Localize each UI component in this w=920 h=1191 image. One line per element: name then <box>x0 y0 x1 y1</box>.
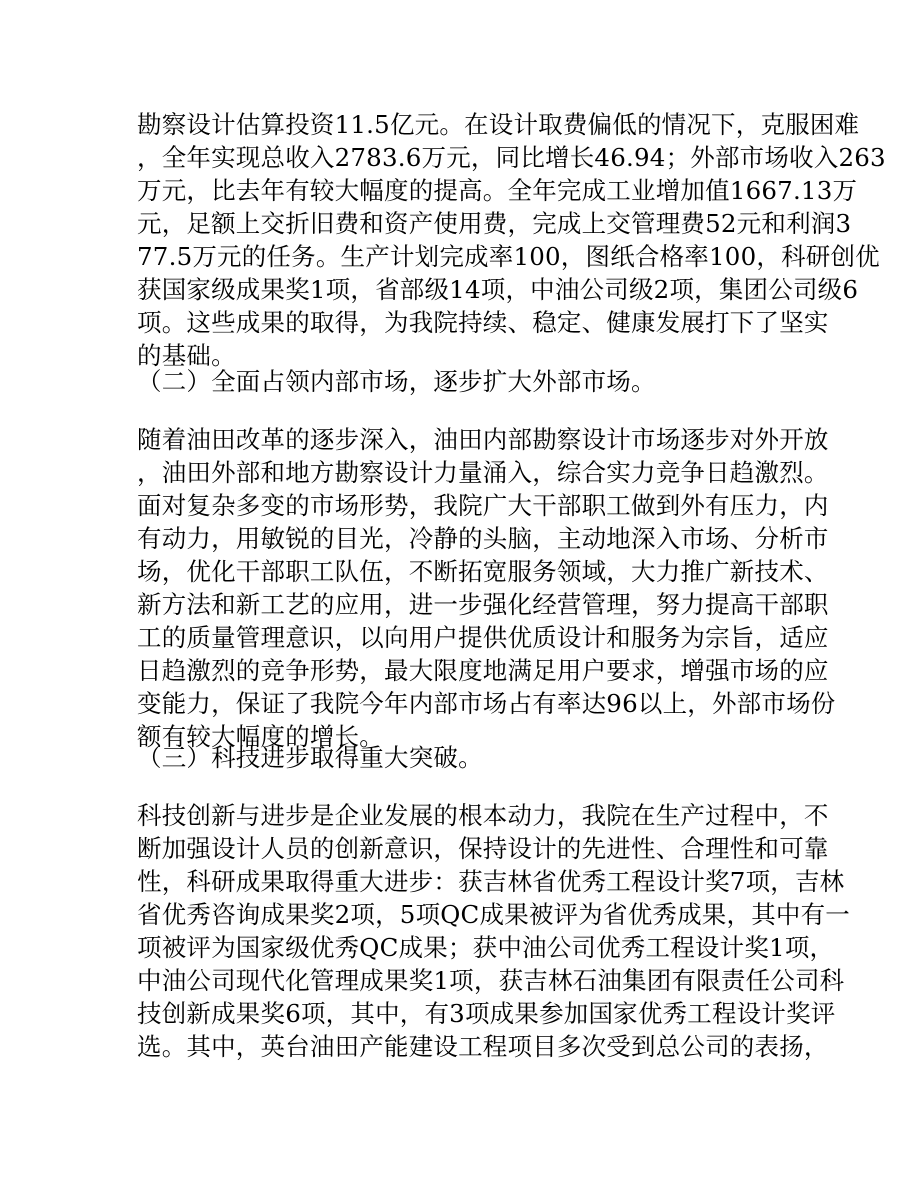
paragraph2-line: 随着油田改革的逐步深入，油田内部勘察设计市场逐步对外开放 <box>137 425 829 454</box>
section-heading-3: （三）科技进步取得重大突破。 <box>137 743 483 772</box>
paragraph2-line: ，油田外部和地方勘察设计力量涌入，综合实力竞争日趋激烈。 <box>137 458 829 487</box>
paragraph1-line: 项。这些成果的取得，为我院持续、稳定、健康发展打下了坚实 <box>137 308 829 337</box>
paragraph3-line: 断加强设计人员的创新意识，保持设计的先进性、合理性和可靠 <box>137 834 829 863</box>
paragraph2-line: 场，优化干部职工队伍，不断拓宽服务领域，大力推广新技术、 <box>137 557 829 586</box>
paragraph1-line: 勘察设计估算投资11.5亿元。在设计取费偏低的情况下，克服困难 <box>137 110 860 139</box>
paragraph3-line: 科技创新与进步是企业发展的根本动力，我院在生产过程中，不 <box>137 801 829 830</box>
paragraph1-line: 万元，比去年有较大幅度的提高。全年完成工业增加值1667.13万 <box>137 176 858 205</box>
paragraph3-line: 项被评为国家级优秀QC成果；获中油公司优秀工程设计奖1项， <box>137 933 835 962</box>
paragraph2-line: 日趋激烈的竞争形势，最大限度地满足用户要求，增强市场的应 <box>137 656 829 685</box>
paragraph1-line: 77.5万元的任务。生产计划完成率100，图纸合格率100，科研创优 <box>137 242 880 271</box>
paragraph3-line: 性，科研成果取得重大进步：获吉林省优秀工程设计奖7项，吉林 <box>137 867 845 896</box>
paragraph3-line: 省优秀咨询成果奖2项，5项QC成果被评为省优秀成果，其中有一 <box>137 900 851 929</box>
paragraph1-line: 获国家级成果奖1项，省部级14项，中油公司级2项，集团公司级6 <box>137 275 859 304</box>
paragraph1-line: ，全年实现总收入2783.6万元，同比增长46.94；外部市场收入263 <box>137 143 886 172</box>
paragraph3-line: 技创新成果奖6项，其中，有3项成果参加国家优秀工程设计奖评 <box>137 999 836 1028</box>
paragraph2-line: 工的质量管理意识，以向用户提供优质设计和服务为宗旨，适应 <box>137 623 829 652</box>
paragraph3-line: 中油公司现代化管理成果奖1项，获吉林石油集团有限责任公司科 <box>137 966 845 995</box>
paragraph3-line: 选。其中，英台油田产能建设工程项目多次受到总公司的表扬， <box>137 1032 829 1061</box>
section-heading-2: （二）全面占领内部市场，逐步扩大外部市场。 <box>137 367 656 396</box>
paragraph2-line: 面对复杂多变的市场形势，我院广大干部职工做到外有压力，内 <box>137 491 829 520</box>
paragraph2-line: 新方法和新工艺的应用，进一步强化经营管理，努力提高干部职 <box>137 590 829 619</box>
paragraph2-line: 变能力，保证了我院今年内部市场占有率达96以上，外部市场份 <box>137 689 836 718</box>
paragraph2-line: 有动力，用敏锐的目光，冷静的头脑，主动地深入市场、分析市 <box>137 524 829 553</box>
paragraph1-line: 的基础。 <box>137 341 236 370</box>
paragraph1-line: 元，足额上交折旧费和资产使用费，完成上交管理费52元和利润3 <box>137 209 852 238</box>
paragraph2-line: 额有较大幅度的增长。 <box>137 722 384 751</box>
